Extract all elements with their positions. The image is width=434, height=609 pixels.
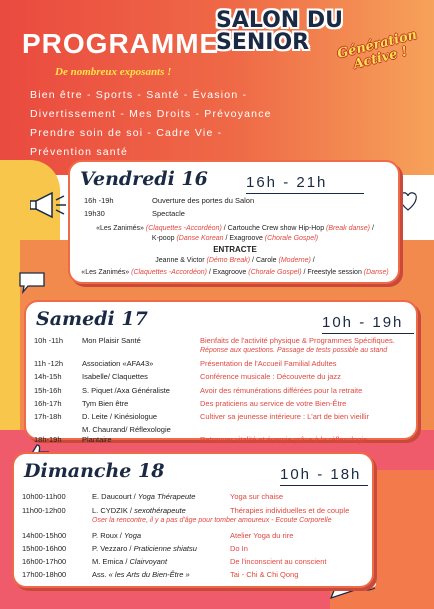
- row-who-role: Yoga Thérapeute: [137, 492, 196, 501]
- row-who: [92, 570, 230, 580]
- row-note: Réponse aux questions. Passage de tests possible au stand: [200, 347, 388, 354]
- row-who: M. Chaurand/ Réflexologie Plantaire: [82, 425, 171, 444]
- row-who-role: sexothérapeute: [134, 506, 186, 515]
- schedule-row: [22, 557, 372, 567]
- row-who: [92, 531, 230, 541]
- show-text: /: [370, 225, 374, 232]
- megaphone-icon: [30, 188, 70, 224]
- show-genre: (Danse Korean: [176, 235, 224, 242]
- schedule-row: [34, 425, 418, 445]
- row-time: 14h-15h: [34, 372, 62, 381]
- row-time: 16h00-17h00: [22, 557, 67, 566]
- saturday-card: [24, 300, 418, 444]
- row-label: Ouverture des portes du Salon: [152, 196, 255, 205]
- salon-tagline: Génération Active !: [335, 27, 419, 73]
- row-what: Des praticiens au service de votre Bien-Être: [200, 399, 347, 408]
- schedule-row: [22, 492, 372, 502]
- show-text: «Les Zanimés»: [81, 269, 132, 276]
- show-genre: (Claquettes -Accordéon): [145, 225, 222, 232]
- show-genre: (Démo Break): [206, 257, 251, 264]
- row-who: Association «AFA43»: [82, 359, 154, 368]
- show-line: [74, 256, 396, 266]
- row-who-role: Clairvoyant: [129, 557, 168, 566]
- row-who: [92, 544, 230, 554]
- schedule-row: [34, 336, 414, 346]
- show-text: / Exagroove: [223, 235, 265, 242]
- row-time: 14h00-15h00: [22, 531, 67, 540]
- sunday-card: [12, 452, 374, 588]
- show-genre: (Chorale Gospel): [248, 269, 302, 276]
- row-time: 17h00-18h00: [22, 570, 67, 579]
- schedule-row: [84, 196, 384, 206]
- show-text: / Carole: [250, 257, 279, 264]
- saturday-day-title: Samedi 17: [36, 308, 148, 330]
- show-line: [74, 268, 396, 278]
- show-genre: (Break danse): [326, 225, 371, 232]
- friday-underline: [246, 193, 364, 194]
- row-note: Oser la rencontre, il y a pas d'âge pour tomber amoureux - Ecoute Corporelle: [92, 517, 332, 524]
- row-time: 10h -11h: [34, 336, 64, 345]
- row-who-role: Yoga: [123, 531, 142, 540]
- exhibitors-subtitle: De nombreux exposants !: [55, 66, 172, 78]
- theme-line: Prévention santé: [30, 146, 129, 158]
- row-who-name: L. CYDZIK /: [92, 506, 135, 515]
- row-time: 17h-18h: [34, 412, 62, 421]
- row-who-name: P. Roux /: [92, 531, 124, 540]
- row-who-name: Ass.: [92, 570, 109, 579]
- show-text: K-poop: [151, 235, 177, 242]
- theme-line: Divertissement - Mes Droits - Prévoyance: [30, 108, 272, 120]
- entracte-label: ENTRACTE: [213, 245, 257, 254]
- row-what: Thérapies individuelles et de couple: [230, 506, 350, 515]
- show-text: Jeanne & Victor: [155, 257, 207, 264]
- show-genre: (Chorale Gospel): [264, 235, 319, 242]
- row-what: Bienfaits de l'activité physique & Programmes Spécifiques.: [200, 336, 395, 345]
- themes-list: [30, 86, 290, 162]
- row-time: 16h -19h: [84, 196, 114, 205]
- show-genre: (Claquettes -Accordéon): [131, 269, 207, 276]
- programme-title: PROGRAMME: [22, 28, 220, 59]
- show-genre: (Moderne): [278, 257, 311, 264]
- show-text: / Exagroove: [206, 269, 249, 276]
- row-who: D. Leite / Kinésiologue: [82, 412, 158, 421]
- row-time: 15h-16h: [34, 386, 62, 395]
- row-time: 11h00-12h00: [22, 506, 66, 515]
- friday-day-title: Vendredi 16: [80, 168, 208, 190]
- show-text: / Freestyle session: [301, 269, 364, 276]
- row-what: De l'inconscient au conscient: [230, 557, 327, 566]
- show-text: «Les Zanimés»: [96, 225, 146, 232]
- row-time: 15h00-16h00: [22, 544, 67, 553]
- row-who: Isabelle/ Claquettes: [82, 372, 148, 381]
- schedule-row: [22, 531, 372, 541]
- row-what: Atelier Yoga du rire: [230, 531, 294, 540]
- show-line: [74, 224, 396, 234]
- row-time: 11h -12h: [34, 359, 64, 368]
- row-who: [92, 506, 230, 516]
- friday-card: [68, 160, 400, 284]
- row-who: Tym Bien être: [82, 399, 129, 408]
- row-what: Tai - Chi & Chi Qong: [230, 570, 299, 579]
- sunday-hours: 10h - 18h: [280, 466, 362, 483]
- row-who: [92, 492, 230, 502]
- schedule-row: [22, 570, 372, 580]
- row-time: 18h-19h: [34, 435, 62, 444]
- show-genre: (Danse): [363, 269, 389, 276]
- sunday-day-title: Dimanche 18: [24, 460, 165, 482]
- row-what: Retrouver vitalité et énergie grâce à la réflexologie.: [200, 435, 370, 444]
- sunday-underline: [280, 485, 368, 486]
- schedule-row: [34, 372, 414, 382]
- row-time: 10h00-11h00: [22, 492, 66, 501]
- row-who: Mon Plaisir Santé: [82, 336, 141, 345]
- row-what: Avoir des rémunérations différées pour la retraite: [200, 386, 363, 395]
- schedule-row: [34, 359, 414, 369]
- row-what: Conférence musicale : Découverte du jazz: [200, 372, 341, 381]
- row-who: S. Piquet /Axa Généraliste: [82, 386, 170, 395]
- row-who-role: « les Arts du Bien-Être »: [108, 570, 190, 579]
- row-time: 16h-17h: [34, 399, 62, 408]
- schedule-row: [22, 506, 372, 516]
- schedule-row: [34, 399, 414, 409]
- saturday-underline: [322, 333, 414, 334]
- speech-bubble-icon: [18, 270, 46, 294]
- row-what: Yoga sur chaise: [230, 492, 284, 501]
- show-text: / Cartouche Crew show Hip-Hop: [221, 225, 327, 232]
- salon-title-line2: SENIOR: [216, 30, 310, 55]
- schedule-row: [84, 209, 384, 219]
- friday-hours: 16h - 21h: [246, 174, 328, 191]
- theme-line: Prendre soin de soi - Cadre Vie -: [30, 127, 223, 139]
- schedule-row: [34, 412, 414, 422]
- row-label: Spectacle: [152, 209, 185, 218]
- salon-title-line1: SALON DU: [216, 8, 344, 33]
- row-what: Cultiver sa jeunesse intérieure : L'art de bien vieillir: [200, 412, 370, 421]
- theme-line: Bien être - Sports - Santé - Évasion -: [30, 89, 248, 101]
- row-what: Do In: [230, 544, 248, 553]
- row-who-name: M. Emica /: [92, 557, 130, 566]
- row-time: 19h30: [84, 209, 105, 218]
- show-line: [74, 234, 396, 244]
- schedule-row: [22, 544, 372, 554]
- saturday-hours: 10h - 19h: [322, 314, 404, 331]
- row-who: [92, 557, 230, 567]
- show-text: /: [310, 257, 315, 264]
- row-who-role: Praticienne shiatsu: [133, 544, 197, 553]
- row-who-name: P. Vezzaro /: [92, 544, 134, 553]
- schedule-row: [34, 386, 414, 396]
- row-who-name: E. Daucourt /: [92, 492, 138, 501]
- row-what: Présentation de l'Accueil Familial Adultes: [200, 359, 337, 368]
- salon-logo: [216, 8, 419, 73]
